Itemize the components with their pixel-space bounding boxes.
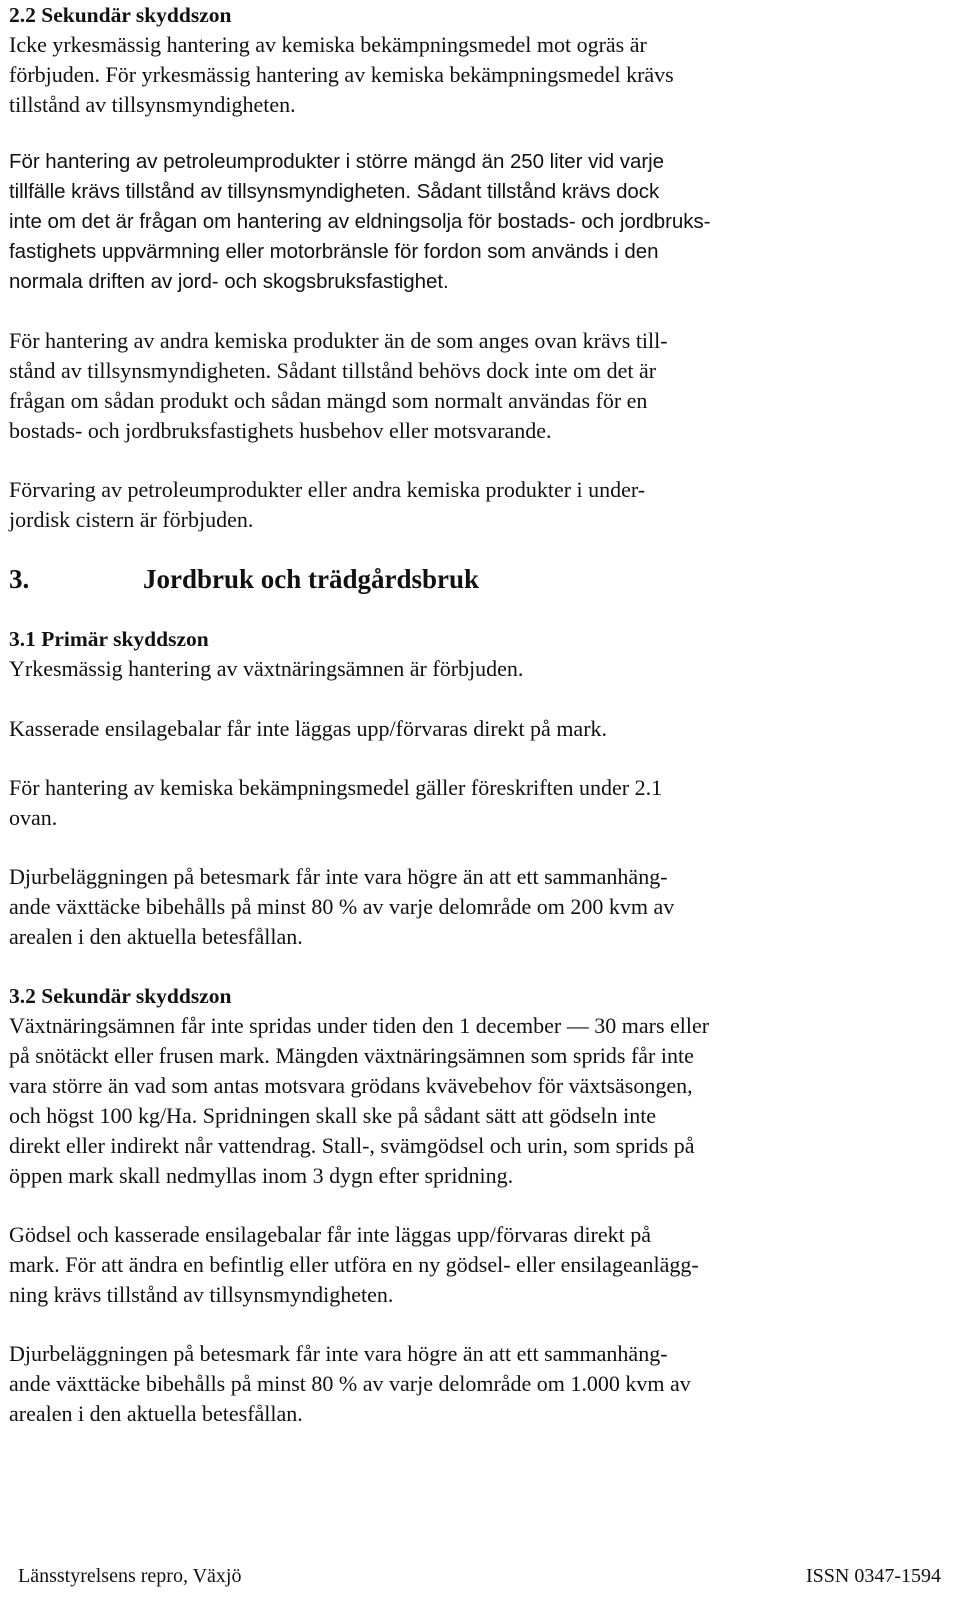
paragraph-line: på snötäckt eller frusen mark. Mängden växtnäringsämnen som sprids får inte (9, 1043, 694, 1068)
paragraph-line: Kasserade ensilagebalar får inte läggas upp/förvaras direkt på mark. (9, 716, 608, 741)
section-heading: 2.2 Sekundär skyddszon (9, 3, 232, 27)
paragraph-line: bostads- och jordbruksfastighets husbehov eller motsvarande. (9, 418, 552, 443)
footer-publisher: Länsstyrelsens repro, Växjö (18, 1565, 242, 1587)
paragraph-line: direkt eller indirekt når vattendrag. Stall-, svämgödsel och urin, som sprids på (9, 1133, 695, 1158)
paragraph-line: ning krävs tillstånd av tillsynsmyndigheten. (9, 1282, 394, 1307)
paragraph-line: Djurbeläggningen på betesmark får inte vara högre än att ett sammanhäng- (9, 1341, 668, 1366)
paragraph-line: För hantering av kemiska bekämpningsmedel gäller föreskriften under 2.1 (9, 775, 663, 800)
paragraph-line: vara större än vad som antas motsvara grödans kvävebehov för växtsäsongen, (9, 1073, 693, 1098)
paragraph-line: jordisk cistern är förbjuden. (9, 507, 254, 532)
paragraph-line: förbjuden. För yrkesmässig hantering av kemiska bekämpningsmedel krävs (9, 62, 674, 87)
paragraph-line: öppen mark skall nedmyllas inom 3 dygn efter spridning. (9, 1163, 514, 1188)
paragraph-line: För hantering av andra kemiska produkter än de som anges ovan krävs till- (9, 328, 668, 353)
paragraph-line: arealen i den aktuella betesfållan. (9, 924, 303, 949)
paragraph-line: stånd av tillsynsmyndigheten. Sådant tillstånd behövs dock inte om det är (9, 358, 657, 383)
paragraph-line: arealen i den aktuella betesfållan. (9, 1401, 303, 1426)
chapter-number: 3. (9, 564, 30, 594)
paragraph-line: och högst 100 kg/Ha. Spridningen skall ske på sådant sätt att gödseln inte (9, 1103, 657, 1128)
paragraph-line: tillfälle krävs tillstånd av tillsynsmyndigheten. Sådant tillstånd krävs dock (9, 180, 660, 203)
paragraph-line: inte om det är frågan om hantering av eldningsolja för bostads- och jordbruks- (9, 210, 711, 233)
section-heading: 3.2 Sekundär skyddszon (9, 984, 232, 1008)
section-heading: 3.1 Primär skyddszon (9, 627, 209, 651)
paragraph-line: Yrkesmässig hantering av växtnäringsämnen är förbjuden. (9, 656, 524, 681)
paragraph-line: frågan om sådan produkt och sådan mängd som normalt användas för en (9, 388, 648, 413)
paragraph-line: ande växttäcke bibehålls på minst 80 % av varje delområde om 1.000 kvm av (9, 1371, 691, 1396)
paragraph-line: tillstånd av tillsynsmyndigheten. (9, 92, 296, 117)
paragraph-line: fastighets uppvärmning eller motorbränsle för fordon som används i den (9, 240, 659, 263)
paragraph-line: Djurbeläggningen på betesmark får inte vara högre än att ett sammanhäng- (9, 864, 668, 889)
paragraph-line: ande växttäcke bibehålls på minst 80 % av varje delområde om 200 kvm av (9, 894, 675, 919)
paragraph-line: Icke yrkesmässig hantering av kemiska bekämpningsmedel mot ogräs är (9, 32, 647, 57)
paragraph-line: normala driften av jord- och skogsbruksfastighet. (9, 270, 449, 293)
paragraph-line: mark. För att ändra en befintlig eller utföra en ny gödsel- eller ensilageanlägg- (9, 1252, 699, 1277)
paragraph-line: För hantering av petroleumprodukter i större mängd än 250 liter vid varje (9, 150, 664, 173)
paragraph-line: ovan. (9, 805, 58, 830)
footer-issn: ISSN 0347-1594 (806, 1565, 942, 1587)
paragraph-line: Förvaring av petroleumprodukter eller andra kemiska produkter i under- (9, 477, 646, 502)
paragraph-line: Gödsel och kasserade ensilagebalar får inte läggas upp/förvaras direkt på (9, 1222, 652, 1247)
paragraph-line: Växtnäringsämnen får inte spridas under tiden den 1 december — 30 mars eller (9, 1013, 710, 1038)
chapter-title: Jordbruk och trädgårdsbruk (143, 564, 480, 594)
